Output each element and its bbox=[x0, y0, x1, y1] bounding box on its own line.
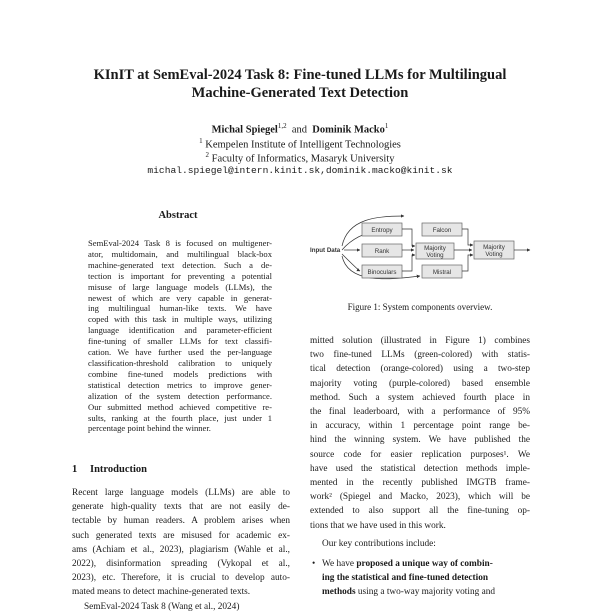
section-title: Introduction bbox=[90, 464, 147, 475]
body-line: in accuracy, within 1 percentage point range be- bbox=[310, 421, 530, 432]
abstract-line: ator, multidomain, and multilingual black-box bbox=[88, 248, 272, 259]
abstract-line: percentage point behind the winner. bbox=[88, 423, 211, 434]
body-line: tical detection (orange-colored) using a two-step bbox=[310, 364, 530, 375]
aff-1-sup: 1 bbox=[199, 137, 203, 145]
bullet-symbol: • bbox=[312, 559, 316, 570]
intro-line: such generated texts are misused for academic ex- bbox=[72, 530, 290, 541]
title-line-1: KInIT at SemEval-2024 Task 8: Fine-tuned LLMs for Multilingual bbox=[93, 67, 507, 83]
abstract-line: SemEval-2024 Task 8 is focused on multigener- bbox=[88, 238, 272, 248]
fig-arrow bbox=[462, 229, 473, 245]
contribution-bullet bbox=[310, 557, 530, 571]
author-and: and bbox=[291, 124, 307, 136]
bullet-bold-1: proposed a unique way of combin- bbox=[356, 559, 493, 570]
fig-arrow bbox=[402, 255, 415, 271]
body-line: source code for easier replication purposes¹. We bbox=[310, 449, 530, 460]
fig-label-falcon: Falcon bbox=[432, 227, 452, 234]
fig-label-majority-1b: Voting bbox=[426, 252, 444, 259]
contribution-bullet-cont bbox=[310, 585, 530, 599]
abstract-line: tection is important for preventing a potential bbox=[88, 270, 272, 281]
body-line: two fine-tuned LLMs (green-colored) with statis- bbox=[310, 350, 530, 361]
title-line-2: Machine-Generated Text Detection bbox=[191, 85, 409, 101]
abstract-line: Our submitted method achieved competitive re- bbox=[88, 401, 272, 412]
contributions-intro: Our key contributions include: bbox=[322, 538, 436, 549]
fig-label-rank: Rank bbox=[374, 248, 390, 255]
aff-2-text: Faculty of Informatics, Masaryk University bbox=[211, 153, 395, 165]
fig-label-mistral: Mistral bbox=[432, 269, 452, 276]
abstract-line: cation. We have further used the per-language bbox=[88, 347, 272, 358]
fig-label-binoculars: Binoculars bbox=[367, 269, 397, 276]
body-line: the final leaderboard, with a performance of 95% bbox=[310, 407, 530, 418]
abstract-line: machine-generated text detection. Such a de- bbox=[88, 259, 272, 270]
fig-arrow bbox=[462, 255, 473, 271]
intro-line: SemEval-2024 Task 8 (Wang et al., 2024) bbox=[84, 601, 240, 612]
abstract-line: newest of which are very capable in generat- bbox=[88, 292, 272, 303]
intro-line: 2023), etc. Therefore, it is crucial to develop auto- bbox=[72, 573, 290, 584]
aff-2-sup: 2 bbox=[205, 151, 210, 159]
author-1-sup: 1,2 bbox=[277, 122, 287, 130]
body-line: hind the winning system. We have published the bbox=[310, 435, 530, 446]
fig-label-majority-2a: Majority bbox=[483, 244, 505, 251]
section-number: 1 bbox=[72, 464, 78, 475]
fig-label-entropy: Entropy bbox=[371, 227, 393, 234]
bullet-bold-3: methods bbox=[322, 587, 356, 598]
intro-line: Recent large language models (LLMs) are able to bbox=[72, 488, 290, 498]
body-line: have used the statistical detection methods imple- bbox=[310, 463, 530, 474]
abstract-line: alization of the system detection performance. bbox=[88, 390, 272, 401]
intro-line: ams (Achiam et al., 2023), plagiarism (Wahle et al., bbox=[72, 544, 290, 555]
intro-line: 2022), disinformation spreading (Vykopal et al., bbox=[72, 559, 290, 570]
aff-1-text: Kempelen Institute of Intelligent Technologies bbox=[205, 139, 401, 151]
abstract-line: sults, ranking at the fourth place, just under 1 bbox=[88, 412, 272, 423]
fig-label-majority-2b: Voting bbox=[485, 251, 503, 258]
bullet-bold-2: ing the statistical and fine-tuned detection bbox=[322, 573, 489, 584]
body-line: mitted solution (illustrated in Figure 1) combines bbox=[310, 336, 530, 346]
intro-line: mated means to detect machine-generated texts. bbox=[72, 587, 251, 598]
bullet-text-pre: We have bbox=[322, 559, 357, 570]
abstract-line: combine fine-tuned models predictions with bbox=[88, 368, 272, 379]
fig-arrow bbox=[342, 254, 360, 271]
body-line: mented in the recently published IMGTB frame- bbox=[310, 478, 530, 489]
abstract-line: language identification and parameter-efficient bbox=[88, 325, 272, 336]
body-line: method. Such a system achieved fourth place in bbox=[310, 392, 530, 403]
intro-body bbox=[72, 486, 290, 614]
bullet-text-post: using a two-way majority voting and bbox=[355, 587, 496, 598]
abstract-line: ing multilingual human-like texts. We have bbox=[88, 303, 272, 314]
contribution-bullet-cont bbox=[310, 571, 530, 585]
affiliation-2 bbox=[0, 149, 600, 166]
intro-line: generate high-quality texts that are not easily de- bbox=[72, 502, 290, 513]
body-line: tions that we have used in this work. bbox=[310, 520, 446, 531]
right-column-body bbox=[310, 334, 530, 600]
body-line: majority voting (purple-colored) based ensemble bbox=[310, 378, 530, 389]
abstract-line: coped with this task in multiple ways, utilizing bbox=[88, 314, 272, 325]
fig-arrow bbox=[402, 229, 415, 246]
abstract-line: classification-threshold calibration to uniquely bbox=[88, 357, 272, 368]
fig-label-majority-1a: Majority bbox=[424, 245, 446, 252]
system-overview-figure bbox=[308, 208, 534, 286]
body-line: extended to also support all the fine-tuning op- bbox=[310, 506, 530, 517]
abstract-line: fine-tuning of smaller LLMs for text classifi- bbox=[88, 336, 272, 347]
paper-title bbox=[0, 66, 600, 102]
intro-line: tectable by human readers. A problem arises when bbox=[72, 516, 290, 527]
author-2-sup: 1 bbox=[384, 122, 389, 130]
section-heading-introduction bbox=[72, 464, 147, 475]
abstract-heading: Abstract bbox=[158, 210, 198, 221]
abstract-line: statistical detection metrics to improve gener- bbox=[88, 379, 272, 390]
author-1: Michal Spiegel bbox=[211, 124, 278, 136]
figure-caption: Figure 1: System components overview. bbox=[347, 302, 493, 312]
author-2: Dominik Macko bbox=[312, 124, 385, 136]
fig-input-label: Input Data bbox=[310, 247, 341, 254]
abstract-body bbox=[88, 238, 272, 434]
abstract-line: misuse of large language models (LLMs), the bbox=[88, 281, 272, 292]
author-emails: michal.spiegel@intern.kinit.sk,dominik.macko@kinit.sk bbox=[147, 165, 453, 176]
body-line: work² (Spiegel and Macko, 2023), which will be bbox=[310, 492, 530, 503]
